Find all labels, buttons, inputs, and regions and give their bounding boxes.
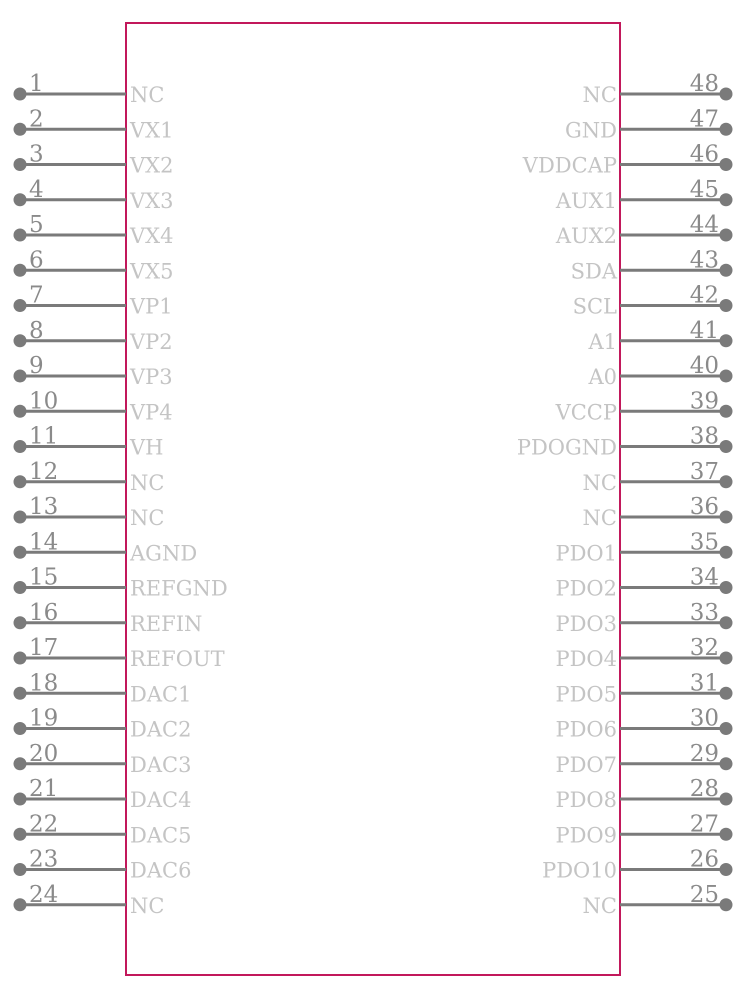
- pin-number: 13: [29, 494, 59, 520]
- pin-endpoint-dot: [14, 616, 27, 629]
- pin-number: 18: [29, 670, 59, 697]
- pin-endpoint-dot: [14, 405, 27, 418]
- pin-name: NC: [582, 83, 617, 107]
- right-pin-47: [565, 106, 733, 142]
- pin-name: PDO5: [555, 682, 617, 707]
- pin-endpoint-dot: [14, 193, 27, 206]
- pin-endpoint-dot: [720, 757, 733, 770]
- right-pin-44: [555, 212, 733, 248]
- right-pin-36: [583, 494, 733, 530]
- right-pin-33: [555, 600, 732, 636]
- left-pin-3: [14, 142, 174, 178]
- left-pin-20: [14, 741, 192, 777]
- pin-endpoint-dot: [14, 687, 27, 700]
- left-pin-19: [14, 706, 192, 742]
- pin-number: 10: [29, 388, 59, 415]
- pin-name: VX2: [130, 153, 174, 178]
- pin-endpoint-dot: [720, 687, 733, 700]
- pin-name: NC: [582, 506, 617, 530]
- pin-name: PDOGND: [516, 435, 617, 460]
- left-pin-11: [14, 424, 164, 460]
- pin-endpoint-dot: [720, 123, 733, 136]
- pin-endpoint-dot: [14, 158, 27, 171]
- pin-number: 46: [689, 141, 719, 168]
- pin-number: 17: [29, 635, 59, 661]
- pin-name: NC: [130, 893, 165, 918]
- pin-number: 1: [29, 71, 44, 97]
- pin-number: 16: [29, 599, 59, 626]
- pin-endpoint-dot: [720, 405, 733, 418]
- pin-endpoint-dot: [720, 863, 733, 876]
- pin-endpoint-dot: [720, 652, 733, 665]
- pin-number: 19: [29, 705, 59, 732]
- pin-endpoint-dot: [14, 863, 27, 876]
- pin-number: 15: [29, 564, 59, 591]
- pin-endpoint-dot: [14, 264, 27, 277]
- pin-number: 34: [689, 564, 719, 591]
- pin-number: 35: [689, 529, 719, 556]
- pin-name: PDO10: [542, 858, 617, 883]
- pin-number: 11: [29, 423, 59, 450]
- pin-name: PDO7: [555, 752, 617, 777]
- pin-number: 39: [689, 388, 719, 415]
- pin-number: 20: [29, 740, 59, 767]
- pin-name: VX5: [130, 259, 174, 284]
- pin-endpoint-dot: [14, 123, 27, 136]
- pin-endpoint-dot: [14, 793, 27, 806]
- pin-name: VCCP: [555, 400, 617, 425]
- pin-name: VP2: [130, 329, 173, 354]
- pin-endpoint-dot: [14, 722, 27, 735]
- right-pin-26: [542, 847, 732, 883]
- pin-name: NC: [130, 506, 165, 530]
- right-pin-34: [555, 565, 732, 601]
- pin-number: 44: [689, 212, 719, 238]
- pin-endpoint-dot: [14, 581, 27, 594]
- pin-name: DAC5: [130, 823, 192, 848]
- right-pin-32: [555, 635, 732, 671]
- pin-endpoint-dot: [14, 652, 27, 665]
- pin-endpoint-dot: [720, 475, 733, 488]
- pin-number: 40: [689, 353, 719, 379]
- left-pin-16: [14, 600, 203, 636]
- pin-endpoint-dot: [720, 158, 733, 171]
- pin-name: PDO9: [555, 823, 617, 848]
- pin-number: 2: [29, 106, 44, 133]
- pin-name: PDO2: [555, 576, 617, 601]
- right-pin-42: [573, 283, 733, 319]
- pin-number: 42: [689, 282, 719, 309]
- pin-number: 6: [29, 247, 44, 274]
- pin-number: 7: [29, 282, 44, 309]
- pin-name: PDO3: [555, 611, 617, 636]
- pin-number: 4: [29, 176, 44, 203]
- pin-endpoint-dot: [14, 440, 27, 453]
- left-pin-22: [14, 811, 192, 847]
- pin-endpoint-dot: [720, 229, 733, 242]
- pin-name: VH: [130, 435, 164, 460]
- pin-name: REFOUT: [130, 647, 225, 671]
- pin-number: 48: [689, 71, 719, 97]
- right-pin-38: [517, 424, 733, 460]
- left-pin-8: [14, 318, 173, 354]
- pin-endpoint-dot: [720, 581, 733, 594]
- pin-name: REFIN: [130, 611, 203, 636]
- pin-name: DAC3: [130, 752, 192, 777]
- pin-name: DAC2: [130, 717, 192, 742]
- pin-number: 32: [689, 635, 719, 661]
- pin-name: DAC1: [130, 682, 192, 707]
- pin-endpoint-dot: [14, 898, 27, 911]
- pin-endpoint-dot: [720, 193, 733, 206]
- pin-endpoint-dot: [720, 370, 733, 383]
- left-pin-group: [14, 71, 228, 918]
- pin-number: 21: [29, 776, 59, 802]
- pin-name: A0: [588, 365, 617, 389]
- pin-number: 33: [689, 599, 719, 626]
- pin-number: 47: [689, 106, 719, 133]
- right-pin-40: [587, 353, 732, 389]
- pin-number: 25: [689, 881, 719, 908]
- pin-name: VX4: [130, 224, 174, 248]
- left-pin-2: [14, 106, 174, 142]
- pin-number: 43: [689, 247, 719, 274]
- pin-number: 3: [29, 141, 44, 168]
- pin-endpoint-dot: [720, 898, 733, 911]
- pin-number: 29: [689, 740, 719, 767]
- pin-number: 36: [689, 494, 719, 520]
- pin-endpoint-dot: [14, 229, 27, 242]
- right-pin-35: [555, 529, 732, 565]
- left-pin-15: [14, 565, 228, 601]
- pin-endpoint-dot: [720, 828, 733, 841]
- pin-name: REFGND: [130, 576, 228, 601]
- pin-endpoint-dot: [14, 511, 27, 524]
- pin-number: 37: [689, 458, 719, 485]
- pin-endpoint-dot: [720, 264, 733, 277]
- pin-endpoint-dot: [14, 370, 27, 383]
- pin-name: PDO4: [555, 647, 617, 671]
- pin-name: AUX1: [555, 188, 617, 213]
- pin-name: VP4: [130, 400, 173, 425]
- pin-number: 12: [29, 458, 59, 485]
- left-pin-10: [14, 388, 173, 424]
- pin-endpoint-dot: [720, 440, 733, 453]
- pin-name: VX3: [130, 188, 174, 213]
- pin-name: PDO8: [555, 788, 617, 812]
- pin-endpoint-dot: [720, 334, 733, 347]
- pin-endpoint-dot: [14, 546, 27, 559]
- pin-number: 38: [689, 423, 719, 450]
- pin-endpoint-dot: [14, 757, 27, 770]
- pin-endpoint-dot: [14, 475, 27, 488]
- pin-name: VX1: [130, 118, 174, 143]
- right-pin-28: [555, 776, 732, 812]
- pin-endpoint-dot: [14, 334, 27, 347]
- right-pin-27: [555, 811, 732, 847]
- pin-number: 23: [29, 846, 59, 873]
- right-pin-37: [583, 459, 733, 495]
- pin-number: 27: [689, 811, 719, 838]
- left-pin-23: [14, 847, 192, 883]
- left-pin-17: [14, 635, 225, 671]
- pin-number: 41: [689, 317, 719, 344]
- pin-name: DAC6: [130, 858, 192, 883]
- right-pin-31: [555, 670, 732, 706]
- left-pin-5: [14, 212, 174, 248]
- pin-endpoint-dot: [720, 299, 733, 312]
- left-pin-21: [14, 776, 192, 812]
- pin-number: 30: [689, 705, 719, 732]
- pin-name: VP3: [130, 365, 173, 389]
- pin-endpoint-dot: [720, 88, 733, 101]
- pin-name: NC: [130, 83, 165, 107]
- pin-number: 9: [29, 353, 44, 379]
- pin-name: SCL: [572, 294, 617, 319]
- left-pin-9: [14, 353, 173, 389]
- pin-endpoint-dot: [720, 722, 733, 735]
- pin-endpoint-dot: [14, 828, 27, 841]
- pin-endpoint-dot: [720, 616, 733, 629]
- pin-endpoint-dot: [720, 546, 733, 559]
- left-pin-13: [14, 494, 165, 530]
- pin-endpoint-dot: [14, 299, 27, 312]
- pin-number: 5: [29, 212, 44, 238]
- left-pin-24: [14, 882, 165, 918]
- pin-name: AGND: [130, 541, 198, 566]
- right-pin-29: [555, 741, 732, 777]
- right-pin-39: [555, 388, 733, 424]
- pin-number: 28: [689, 776, 719, 802]
- pin-name: NC: [582, 470, 617, 495]
- pin-number: 26: [689, 846, 719, 873]
- pin-name: NC: [130, 470, 165, 495]
- pin-endpoint-dot: [720, 793, 733, 806]
- pin-number: 24: [29, 881, 59, 908]
- right-pin-43: [571, 247, 733, 283]
- left-pin-12: [14, 459, 165, 495]
- left-pin-7: [14, 283, 173, 319]
- right-pin-45: [555, 177, 733, 213]
- pin-name: PDO6: [555, 717, 617, 742]
- pin-name: GND: [565, 118, 617, 143]
- pin-endpoint-dot: [14, 88, 27, 101]
- pin-name: VDDCAP: [522, 153, 617, 178]
- left-pin-1: [14, 71, 165, 107]
- right-pin-46: [522, 142, 733, 178]
- left-pin-4: [14, 177, 174, 213]
- left-pin-6: [14, 247, 174, 283]
- right-pin-48: [583, 71, 733, 107]
- pin-endpoint-dot: [720, 511, 733, 524]
- pin-number: 45: [689, 176, 719, 203]
- pin-number: 8: [29, 317, 44, 344]
- pin-number: 22: [29, 811, 59, 838]
- pin-name: NC: [582, 893, 617, 918]
- right-pin-25: [583, 882, 733, 918]
- pin-name: DAC4: [130, 788, 192, 812]
- left-pin-18: [14, 670, 192, 706]
- right-pin-group: [517, 71, 733, 918]
- pin-number: 14: [29, 529, 59, 556]
- pin-name: PDO1: [555, 541, 617, 566]
- pin-name: VP1: [130, 294, 173, 319]
- pin-number: 31: [689, 670, 719, 697]
- pin-name: AUX2: [555, 224, 617, 248]
- left-pin-14: [14, 529, 198, 565]
- pin-name: SDA: [570, 259, 617, 284]
- right-pin-30: [555, 706, 732, 742]
- pin-name: A1: [588, 329, 617, 354]
- right-pin-41: [587, 318, 732, 354]
